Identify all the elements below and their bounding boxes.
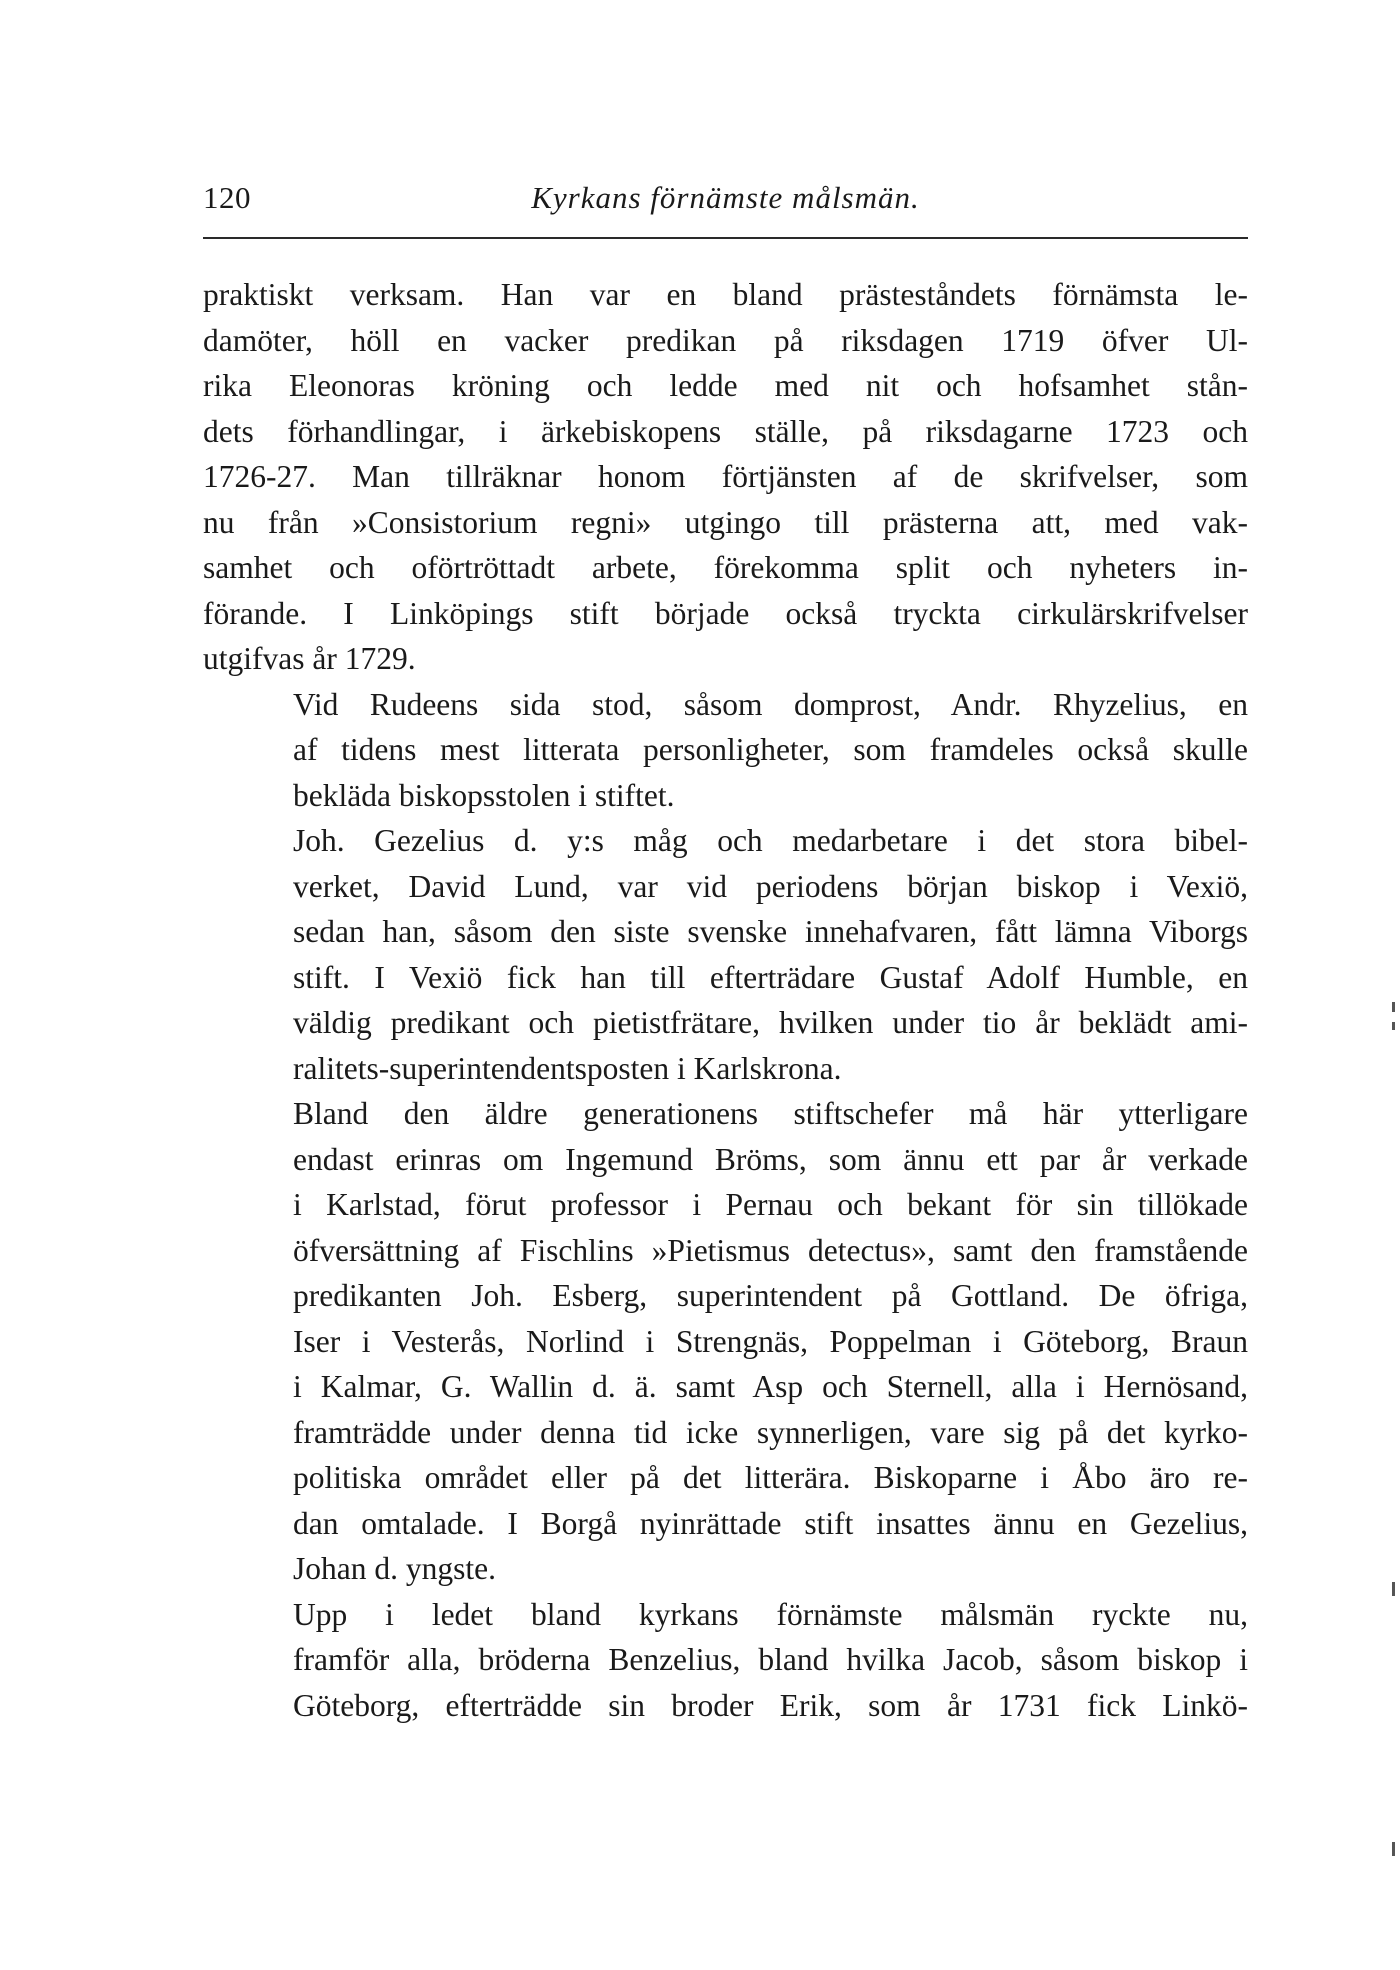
text-line: Vid Rudeens sida stod, såsom domprost, Andr. Rhyzelius, en: [293, 686, 1248, 722]
text-line: Upp i ledet bland kyrkans förnämste målsmän ryckte nu,: [293, 1596, 1248, 1632]
text-line: 1726-27. Man tillräknar honom förtjänsten af de skrifvelser, som: [203, 459, 1248, 494]
text-line: praktiskt verksam. Han var en bland prästeståndets förnämsta le-: [203, 277, 1248, 312]
text-line: framför alla, bröderna Benzelius, bland hvilka Jacob, såsom biskop i: [293, 1642, 1248, 1677]
text-line: Iser i Vesterås, Norlind i Strengnäs, Poppelman i Göteborg, Braun: [293, 1323, 1248, 1359]
text-line: predikanten Joh. Esberg, superintendent på Gottland. De öfriga,: [293, 1278, 1248, 1313]
text-line: ralitets-superintendentsposten i Karlskrona.: [293, 1050, 842, 1086]
text-line: Bland den äldre generationens stiftschefer må här ytterligare: [293, 1096, 1248, 1131]
page-number: 120: [203, 180, 251, 215]
text-line: rika Eleonoras kröning och ledde med nit och hofsamhet stån-: [203, 368, 1248, 403]
text-line: Joh. Gezelius d. y:s måg och medarbetare i det stora bibel-: [293, 823, 1248, 858]
text-line: i Karlstad, förut professor i Pernau och bekant för sin tillökade: [293, 1187, 1248, 1222]
text-line: af tidens mest litterata personligheter, som framdeles också skulle: [293, 732, 1248, 767]
margin-mark: [1392, 1582, 1395, 1596]
text-line: politiska området eller på det litterära. Biskoparne i Åbo äro re-: [293, 1460, 1248, 1495]
text-line: förande. I Linköpings stift började också tryckta cirkulärskrifvelser: [203, 595, 1248, 631]
text-line: Johan d. yngste.: [293, 1551, 496, 1586]
text-line: dets förhandlingar, i ärkebiskopens ställe, på riksdagarne 1723 och: [203, 413, 1248, 449]
paragraph-5: [203, 1592, 1248, 1729]
paragraph-4: [203, 1091, 1248, 1592]
text-line: samhet och oförtröttadt arbete, förekomma split och nyheters in-: [203, 550, 1248, 585]
margin-mark: [1392, 1842, 1395, 1856]
text-line: dan omtalade. I Borgå nyinrättade stift insattes ännu en Gezelius,: [293, 1505, 1248, 1541]
paragraph-1: [203, 272, 1248, 682]
text-line: utgifvas år 1729.: [203, 641, 416, 676]
text-line: väldig predikant och pietistfrätare, hvilken under tio år beklädt ami-: [293, 1005, 1248, 1040]
paragraph-3: [203, 818, 1248, 1091]
body-text: [203, 272, 1248, 1728]
text-line: stift. I Vexiö fick han till efterträdare Gustaf Adolf Humble, en: [293, 959, 1248, 995]
header-rule: [203, 237, 1248, 239]
running-title: Kyrkans förnämste målsmän.: [531, 180, 920, 215]
text-line: öfversättning af Fischlins »Pietismus detectus», samt den framstående: [293, 1232, 1248, 1268]
text-line: i Kalmar, G. Wallin d. ä. samt Asp och Sternell, alla i Hernösand,: [293, 1369, 1248, 1404]
text-line: sedan han, såsom den siste svenske innehafvaren, fått lämna Viborgs: [293, 914, 1248, 949]
text-line: nu från »Consistorium regni» utgingo till prästerna att, med vak-: [203, 504, 1248, 540]
text-line: damöter, höll en vacker predikan på riksdagen 1719 öfver Ul-: [203, 322, 1248, 358]
margin-mark: [1392, 1022, 1395, 1030]
text-line: verket, David Lund, var vid periodens början biskop i Vexiö,: [293, 868, 1248, 904]
margin-mark: [1392, 1002, 1395, 1012]
paragraph-2: [203, 682, 1248, 819]
text-line: bekläda biskopsstolen i stiftet.: [293, 777, 675, 813]
text-line: framträdde under denna tid icke synnerligen, vare sig på det kyrko-: [293, 1414, 1248, 1450]
text-line: Göteborg, efterträdde sin broder Erik, som år 1731 fick Linkö-: [293, 1687, 1248, 1723]
page-header: [203, 180, 1248, 230]
text-line: endast erinras om Ingemund Bröms, som ännu ett par år verkade: [293, 1141, 1248, 1177]
